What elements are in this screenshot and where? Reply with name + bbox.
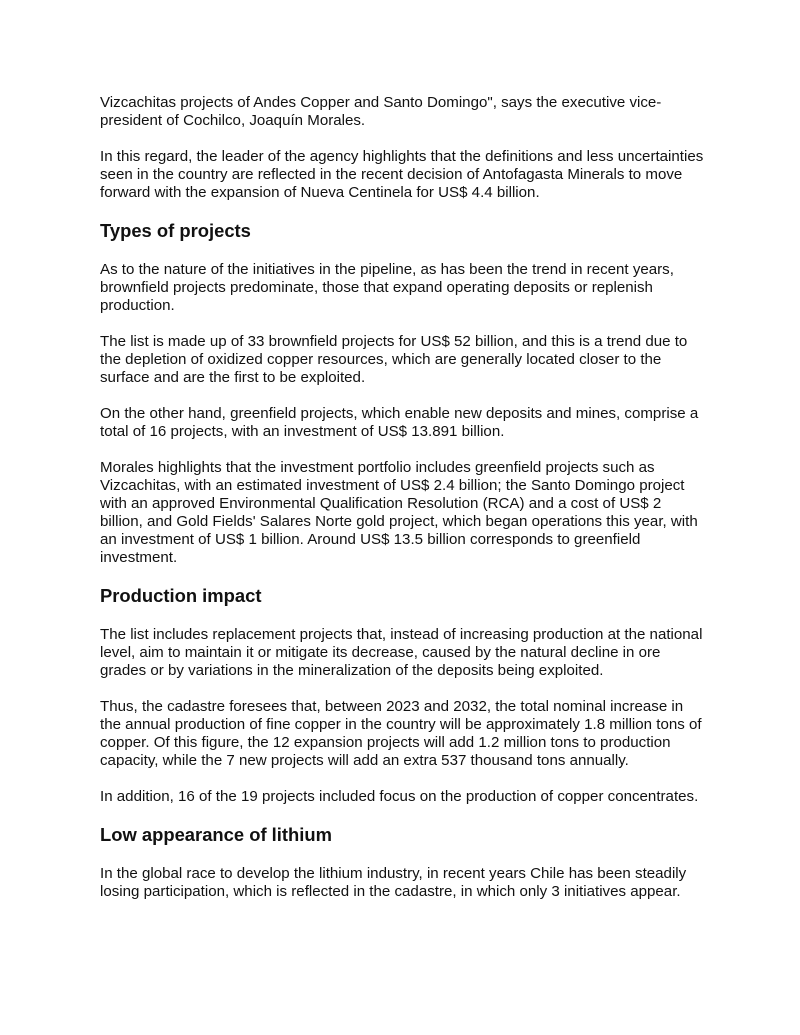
paragraph-pipeline-nature: As to the nature of the initiatives in the pipeline, as has been the trend in recent years, brownfield projects predominate, those that expand operating deposits or replenish production.: [100, 261, 674, 314]
heading-types-of-projects: Types of projects: [100, 220, 251, 241]
article-body: [100, 94, 704, 919]
paragraph-nueva-centinela: In this regard, the leader of the agency highlights that the definitions and less uncertainties seen in the country are reflected in the recent decision of Antofagasta Minerals to move forward with the expansion of Nueva Centinela for US$ 4.4 billion.: [100, 148, 704, 201]
paragraph-brownfield-list: The list is made up of 33 brownfield projects for US$ 52 billion, and this is a trend due to the depletion of oxidized copper resources, which are generally located closer to the surface and are the first to be exploited.: [100, 333, 688, 386]
paragraph-cadastre-forecast: Thus, the cadastre foresees that, between 2023 and 2032, the total nominal increase in the annual production of fine copper in the country will be approximately 1.8 million tons of copper. Of this figure, the 12 expansion projects will add 1.2 million tons to production capacity, while the 7 new projects will add an extra 537 thousand tons annually.: [100, 698, 702, 769]
paragraph-copper-concentrates: In addition, 16 of the 19 projects included focus on the production of copper concentrates.: [100, 788, 699, 805]
paragraph-greenfield-total: On the other hand, greenfield projects, which enable new deposits and mines, comprise a total of 16 projects, with an investment of US$ 13.891 billion.: [100, 405, 699, 440]
heading-low-appearance-lithium: Low appearance of lithium: [100, 824, 332, 845]
paragraph-vizcachitas-quote: Vizcachitas projects of Andes Copper and Santo Domingo", says the executive vice-president of Cochilco, Joaquín Morales.: [100, 94, 662, 129]
paragraph-investment-portfolio: Morales highlights that the investment portfolio includes greenfield projects such as Vizcachitas, with an estimated investment of US$ 2.4 billion; the Santo Domingo project with an approved Environmental Qualification Resolution (RCA) and a cost of US$ 2 billion, and Gold Fields' Salares Norte gold project, which began operations this year, with an investment of US$ 1 billion. Around US$ 13.5 billion corresponds to greenfield investment.: [100, 459, 698, 566]
paragraph-lithium-race: In the global race to develop the lithium industry, in recent years Chile has been steadily losing participation, which is reflected in the cadastre, in which only 3 initiatives appear.: [100, 865, 687, 900]
paragraph-replacement-projects: The list includes replacement projects that, instead of increasing production at the national level, aim to maintain it or mitigate its decrease, caused by the natural decline in ore grades or by variations in the mineralization of the deposits being exploited.: [100, 626, 703, 679]
heading-production-impact: Production impact: [100, 585, 262, 606]
